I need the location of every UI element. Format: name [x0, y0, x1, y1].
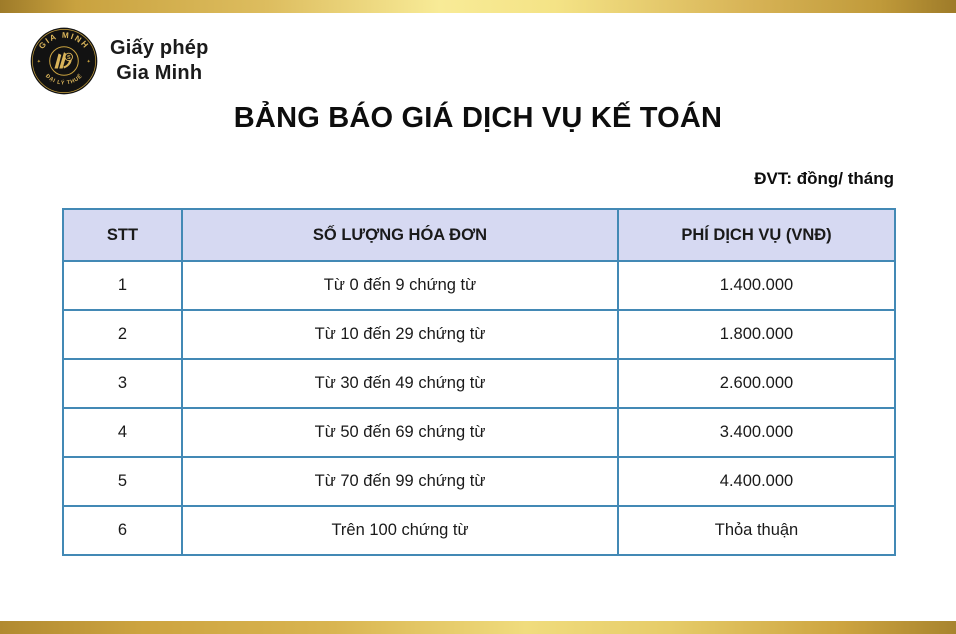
cell-invoice-quantity: Từ 50 đến 69 chứng từ	[182, 408, 618, 457]
gia-minh-logo-icon	[30, 27, 98, 95]
logo-arc-bottom-text: ĐẠI LÝ THUẾ	[44, 73, 84, 87]
cell-invoice-quantity: Trên 100 chứng từ	[182, 506, 618, 555]
table-row	[63, 506, 895, 555]
cell-service-fee: Thỏa thuận	[618, 506, 895, 555]
unit-note: ĐVT: đồng/ tháng	[754, 169, 894, 188]
cell-stt: 6	[63, 506, 182, 555]
price-table	[62, 208, 896, 556]
header-invoice-quantity: SỐ LƯỢNG HÓA ĐƠN	[182, 209, 618, 261]
logo-right-ornament-icon: ✦	[86, 60, 91, 66]
table-row	[63, 310, 895, 359]
cell-invoice-quantity: Từ 70 đến 99 chứng từ	[182, 457, 618, 506]
cell-service-fee: 1.800.000	[618, 310, 895, 359]
cell-stt: 3	[63, 359, 182, 408]
header-row	[63, 209, 895, 261]
page-title: BẢNG BÁO GIÁ DỊCH VỤ KẾ TOÁN	[233, 102, 723, 134]
header-service-fee: PHÍ DỊCH VỤ (VNĐ)	[618, 209, 895, 261]
logo-center-letter: S	[66, 55, 71, 62]
cell-service-fee: 3.400.000	[618, 408, 895, 457]
table-row	[63, 408, 895, 457]
license-text	[110, 36, 209, 86]
cell-invoice-quantity: Từ 30 đến 49 chứng từ	[182, 359, 618, 408]
license-line2: Gia Minh	[116, 62, 203, 84]
cell-stt: 1	[63, 261, 182, 310]
logo-arc-top-text: GIA MINH	[37, 30, 91, 51]
table-row	[63, 359, 895, 408]
cell-service-fee: 2.600.000	[618, 359, 895, 408]
cell-stt: 5	[63, 457, 182, 506]
top-gold-bar	[0, 0, 956, 13]
cell-invoice-quantity: Từ 0 đến 9 chứng từ	[182, 261, 618, 310]
bottom-gold-bar	[0, 621, 956, 634]
cell-service-fee: 4.400.000	[618, 457, 895, 506]
cell-stt: 2	[63, 310, 182, 359]
brand-block	[30, 27, 209, 95]
table-row	[63, 261, 895, 310]
license-line1: Giấy phép	[110, 37, 209, 59]
cell-stt: 4	[63, 408, 182, 457]
cell-invoice-quantity: Từ 10 đến 29 chứng từ	[182, 310, 618, 359]
price-table-header	[63, 209, 895, 261]
logo-left-ornament-icon: ✦	[36, 60, 41, 66]
cell-service-fee: 1.400.000	[618, 261, 895, 310]
table-row	[63, 457, 895, 506]
header-stt: STT	[63, 209, 182, 261]
price-table-body	[63, 261, 895, 555]
